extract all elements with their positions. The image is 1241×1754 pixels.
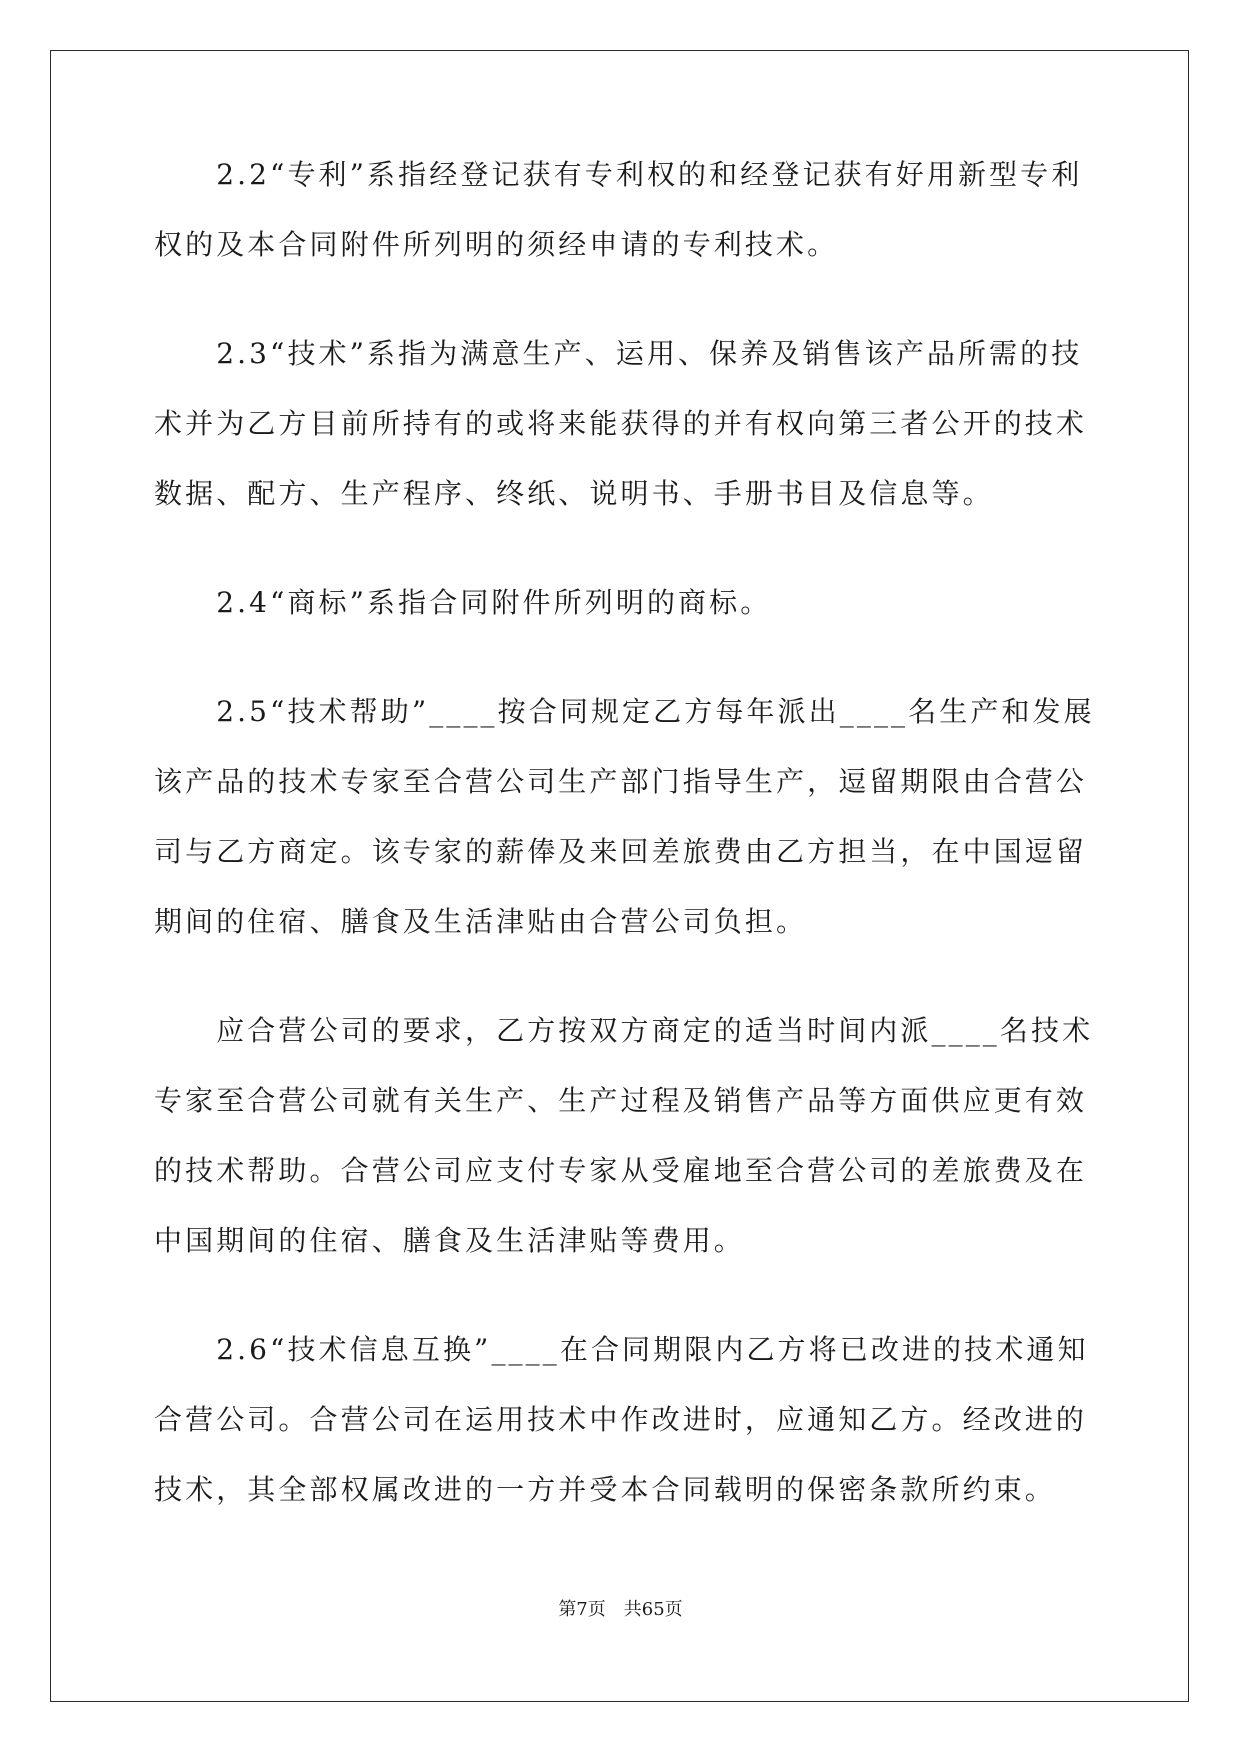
text-line: 应合营公司的要求，乙方按双方商定的适当时间内派____名技术	[154, 1014, 1094, 1047]
text-line: 的技术帮助。合营公司应支付专家从受雇地至合营公司的差旅费及在	[154, 1154, 1088, 1187]
text-line: 技术，其全部权属改进的一方并受本合同载明的保密条款所约束。	[154, 1473, 1056, 1506]
text-line: 中国期间的住宿、膳食及生活津贴等费用。	[154, 1224, 745, 1257]
text-line: 2.6“技术信息互换”____在合同期限内乙方将已改进的技术通知	[154, 1333, 1089, 1366]
text-line: 术并为乙方目前所持有的或将来能获得的并有权向第三者公开的技术	[154, 407, 1088, 440]
text-line: 2.2“专利”系指经登记获有专利权的和经登记获有好用新型专利	[154, 158, 1083, 191]
text-line: 数据、配方、生产程序、终纸、说明书、手册书目及信息等。	[154, 477, 994, 510]
text-line: 该产品的技术专家至合营公司生产部门指导生产，逗留期限由合营公	[154, 765, 1088, 798]
text-line: 期间的住宿、膳食及生活津贴由合营公司负担。	[154, 905, 808, 938]
text-line: 司与乙方商定。该专家的薪俸及来回差旅费由乙方担当，在中国逗留	[154, 835, 1088, 868]
text-line: 合营公司。合营公司在运用技术中作改进时，应通知乙方。经改进的	[154, 1403, 1088, 1436]
text-line: 2.4“商标”系指合同附件所列明的商标。	[154, 586, 772, 619]
text-line: 专家至合营公司就有关生产、生产过程及销售产品等方面供应更有效	[154, 1084, 1088, 1117]
page-border	[50, 50, 1189, 1702]
page-number: 第7页 共65页	[558, 1599, 683, 1620]
text-line: 2.5“技术帮助”____按合同规定乙方每年派出____名生产和发展	[154, 695, 1095, 728]
text-line: 权的及本合同附件所列明的须经申请的专利技术。	[154, 228, 839, 261]
text-line: 2.3“技术”系指为满意生产、运用、保养及销售该产品所需的技	[154, 337, 1083, 370]
